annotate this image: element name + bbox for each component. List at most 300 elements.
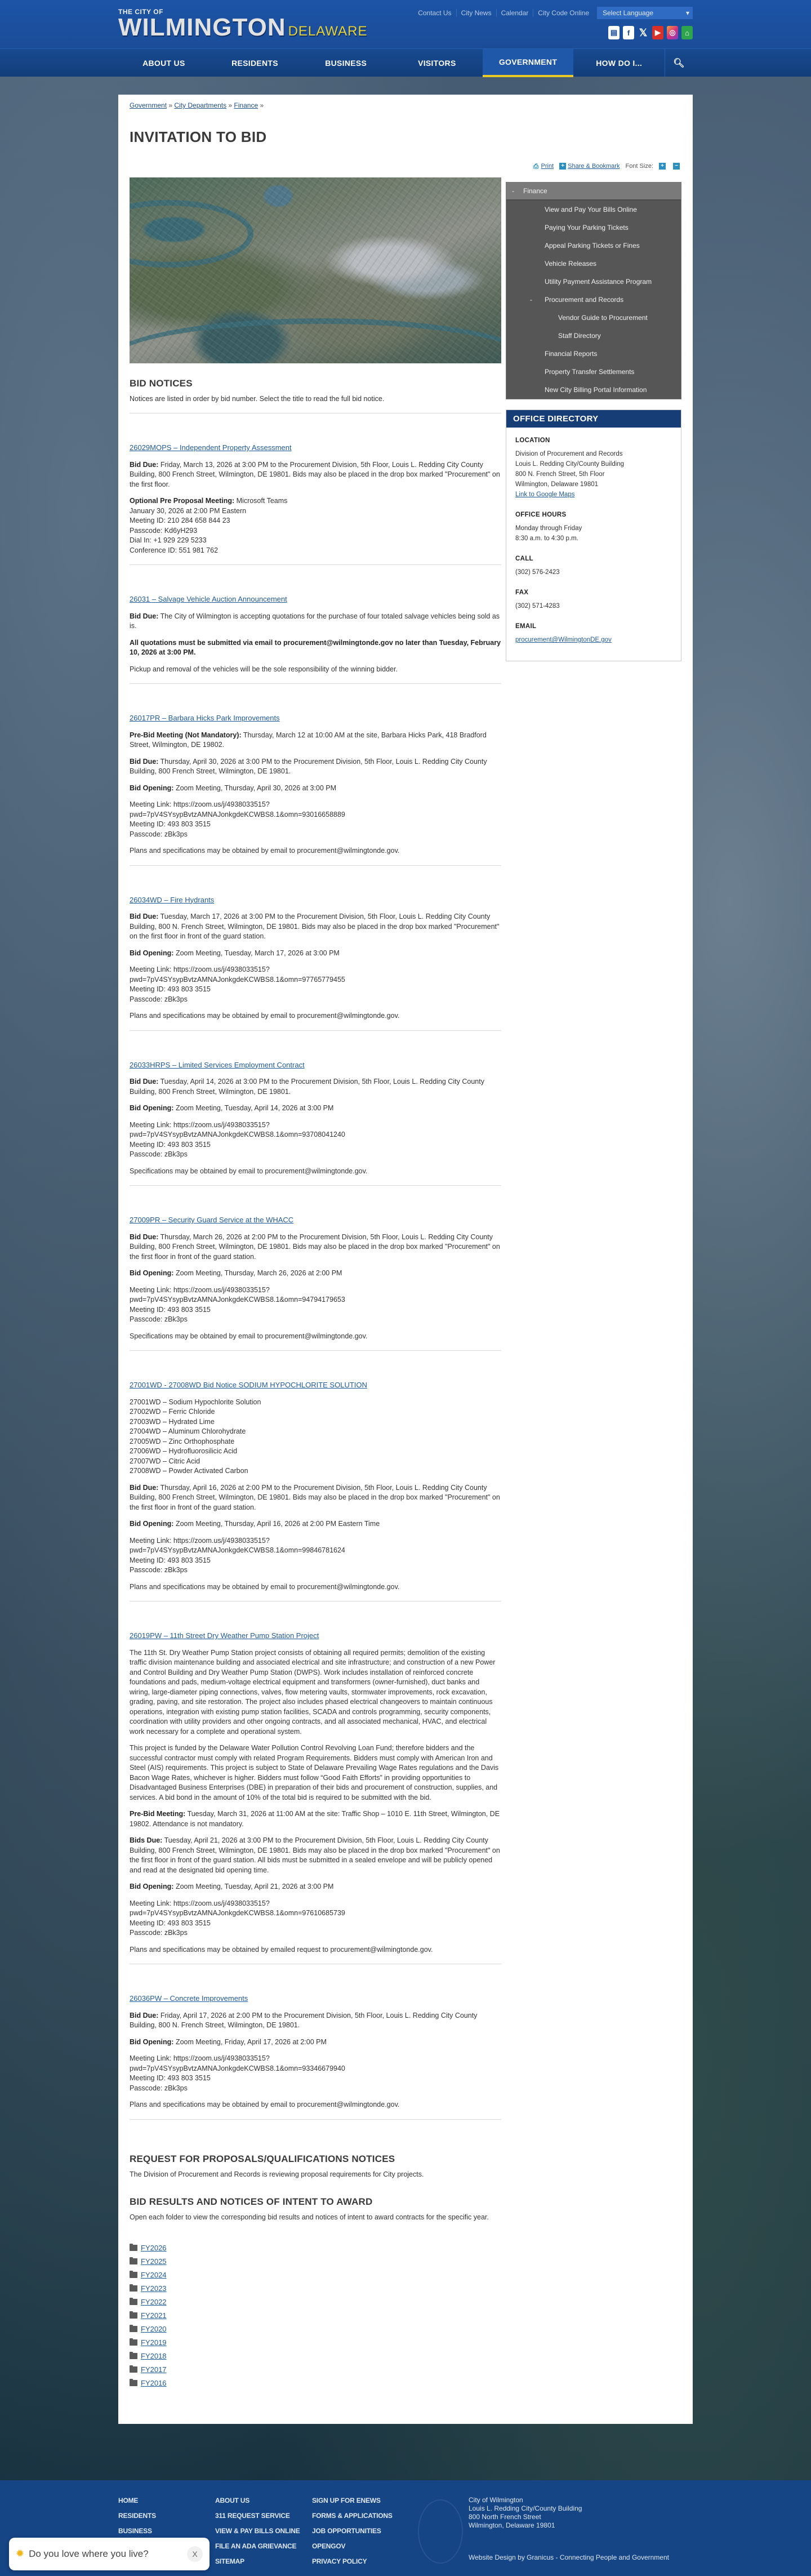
youtube-icon[interactable]: ▶	[652, 26, 663, 39]
page-title: INVITATION TO BID	[130, 128, 267, 145]
bid-notices-heading: BID NOTICES	[130, 378, 193, 389]
sidebar-item-utility-assistance[interactable]: Utility Payment Assistance Program	[545, 278, 652, 286]
folder-link-fy2018[interactable]: FY2018	[141, 2352, 167, 2361]
footer-sitemap[interactable]: SITEMAP	[215, 2557, 244, 2565]
pre-bid-meeting	[130, 1809, 501, 1829]
divider	[130, 2119, 501, 2120]
list-item: 27007WD – Citric Acid	[130, 1457, 200, 1465]
footer-address-line: Louis L. Redding City/County Building	[469, 2504, 582, 2512]
bid-opening	[130, 1882, 501, 1892]
meeting-info	[130, 1899, 501, 1938]
bid-footer: Specifications may be obtained by email to procurement@wilmingtonde.gov.	[130, 1167, 368, 1175]
hours-line: 8:30 a.m. to 4:30 p.m.	[515, 535, 578, 542]
folder-icon	[130, 2299, 137, 2305]
opening-label: Bid Opening:	[130, 2037, 174, 2046]
office-call	[515, 554, 672, 577]
main-column	[130, 177, 501, 2390]
rfp-text: The Division of Procurement and Records is reviewing proposal requirements for City projects.	[130, 2170, 424, 2178]
bid-notice	[130, 878, 501, 1031]
office-location	[515, 435, 672, 500]
meeting-line: Passcode: zBk3ps	[130, 830, 188, 838]
bid-due-label: Bid Due:	[130, 460, 159, 469]
folder-link-fy2025[interactable]: FY2025	[141, 2257, 167, 2266]
meeting-line: Meeting ID: 493 803 3515	[130, 820, 211, 829]
contact-us-link[interactable]: Contact Us	[413, 9, 456, 17]
folder-item	[130, 2309, 501, 2323]
folder-item	[130, 2377, 501, 2390]
footer-forms[interactable]: FORMS & APPLICATIONS	[312, 2511, 393, 2520]
x-icon[interactable]: 𝕏	[639, 26, 648, 38]
page-tools	[130, 163, 681, 170]
folder-link-fy2023[interactable]: FY2023	[141, 2284, 167, 2293]
bid-notice	[130, 1977, 501, 2120]
footer-view-pay-bills[interactable]: VIEW & PAY BILLS ONLINE	[215, 2526, 300, 2535]
font-size-label: Font Size:	[625, 163, 653, 170]
meeting-line: pwd=7pV4SYsypBvtzAMNAJonkgdeKCWBS8.1&omn=97765779455	[130, 975, 345, 984]
footer-address-line: 800 North French Street	[469, 2512, 541, 2521]
folder-item	[130, 2282, 501, 2295]
opening-label: Bid Opening:	[130, 1269, 174, 1278]
opening-label: Bid Opening:	[130, 1883, 174, 1891]
list-item: 27005WD – Zinc Orthophosphate	[130, 1437, 235, 1445]
meeting-line: Meeting Link: https://zoom.us/j/4938033515?	[130, 2054, 270, 2063]
bid-due-text: Thursday, April 16, 2026 at 2:00 PM to the Procurement Division, 5th Floor, Louis L. Redding City County Building, 800 French Street, Wilmington, DE 19801. Bids may also be placed in the drop box marked "Procurement" on the first floor in front of the guard station.	[130, 1483, 500, 1511]
meeting-text: Microsoft Teams	[236, 497, 288, 505]
bid-title-link[interactable]: 27009PR – Security Guard Service at the WHACC	[130, 1216, 294, 1225]
sidebar-item-view-pay-bills[interactable]: View and Pay Your Bills Online	[545, 206, 637, 214]
instagram-icon[interactable]: ◎	[667, 26, 678, 39]
bid-opening	[130, 2037, 501, 2048]
prebid-label: Pre-Bid Meeting (Not Mandatory):	[130, 731, 242, 739]
footer-residents[interactable]: RESIDENTS	[118, 2511, 156, 2520]
meeting-info	[130, 1120, 501, 1160]
sidebar-item-appeal-tickets[interactable]: Appeal Parking Tickets or Fines	[545, 242, 640, 250]
sidebar-item-parking-tickets[interactable]: Paying Your Parking Tickets	[545, 224, 629, 232]
finance-menu	[506, 182, 681, 399]
opening-text: Zoom Meeting, Tuesday, March 17, 2026 at 3:00 PM	[175, 949, 340, 957]
prebid-text: Tuesday, March 31, 2026 at 11:00 AM at the site: Traffic Shop – 1010 E. 11th Street, Wilmington, DE 19802. Attendance is not mandatory.	[130, 1810, 500, 1828]
folder-item	[130, 2268, 501, 2282]
footer-address-line: Wilmington, Delaware 19801	[469, 2521, 555, 2529]
bid-title-link[interactable]: 27001WD - 27008WD Bid Notice SODIUM HYPOCHLORITE SOLUTION	[130, 1381, 367, 1390]
sidebar-head-label: Finance	[523, 187, 547, 195]
bid-notices-intro: Notices are listed in order by bid number. Select the title to read the full bid notice.	[130, 395, 385, 403]
folder-icon	[130, 2326, 137, 2332]
meeting-line: Meeting ID: 493 803 3515	[130, 1140, 211, 1149]
list-item: 27004WD – Aluminum Chlorohydrate	[130, 1427, 246, 1436]
bid-title-link[interactable]: 26019PW – 11th Street Dry Weather Pump Station Project	[130, 1631, 319, 1640]
breadcrumb-finance[interactable]: Finance	[234, 101, 259, 109]
hours-line: Monday through Friday	[515, 525, 582, 532]
collapse-minus-icon: -	[530, 296, 532, 304]
list-item: 27001WD – Sodium Hypochlorite Solution	[130, 1398, 261, 1406]
dropdown-arrow-icon: ▾	[685, 9, 689, 17]
list-item: 27002WD – Ferric Chloride	[130, 1408, 215, 1416]
bid-footer: Pickup and removal of the vehicles will be the sole responsibility of the winning bidder.	[130, 665, 398, 673]
bid-title-link[interactable]: 26017PR – Barbara Hicks Park Improvements	[130, 714, 280, 723]
folder-link-fy2022[interactable]: FY2022	[141, 2298, 167, 2307]
meeting-line: Meeting Link: https://zoom.us/j/4938033515?	[130, 1536, 270, 1545]
bid-results-section	[130, 2196, 501, 2390]
sidebar-item-label: Procurement and Records	[545, 296, 624, 304]
bid-due	[130, 612, 501, 631]
opening-text: Zoom Meeting, Tuesday, April 14, 2026 at 3:00 PM	[175, 1104, 334, 1113]
bid-due-text: Friday, March 13, 2026 at 3:00 PM to the Procurement Division, 5th Floor, Louis L. Redding City County Building, 800 French Street, Wilmington, DE 19801. Bids may also be placed in the drop box marked "Procurement" on the first floor.	[130, 460, 500, 488]
logo-wilmington: WILMINGTON	[118, 14, 286, 41]
office-directory	[506, 410, 681, 661]
meeting-line: Passcode: zBk3ps	[130, 1566, 188, 1574]
list-item: 27003WD – Hydrated Lime	[130, 1417, 215, 1426]
email-label: EMAIL	[515, 623, 537, 630]
footer-home[interactable]: HOME	[118, 2496, 139, 2504]
meeting-line: Conference ID: 551 981 762	[130, 546, 219, 554]
address-line: 800 N. French Street, 5th Floor	[515, 471, 605, 478]
sun-icon: ✹	[16, 2548, 25, 2560]
city-news-link[interactable]: City News	[457, 9, 497, 17]
bid-due	[130, 1483, 501, 1513]
location-label: LOCATION	[515, 437, 550, 444]
sidebar-item-vehicle-releases[interactable]: Vehicle Releases	[545, 260, 597, 268]
survey-text: Do you love where you live?	[29, 2548, 149, 2559]
footer-col-1	[118, 2496, 156, 2535]
logo-city-name	[118, 16, 368, 43]
bid-due-text: Tuesday, April 21, 2026 at 3:00 PM to the Procurement Division, 5th Floor, Louis L. Redding City County Building, 800 French Street, Wilmington, DE 19801. Bids may also be placed in the drop box marked "Procurement" on the first floor in front of the guard station. All bids must be submitted in a sealed envelope and will be publicly opened and read at the designated bid opening time.	[130, 1836, 500, 1874]
folder-link-fy2020[interactable]: FY2020	[141, 2325, 167, 2334]
close-icon[interactable]: X	[187, 2546, 203, 2562]
bid-due-label: Bid Due:	[130, 1078, 159, 1086]
print-icon: ⎙	[533, 162, 539, 171]
bid-due	[130, 1077, 501, 1097]
folder-link-fy2016[interactable]: FY2016	[141, 2379, 167, 2388]
address-line: Division of Procurement and Records	[515, 451, 623, 458]
opening-label: Bid Opening:	[130, 784, 174, 792]
opening-text: Zoom Meeting, Thursday, April 30, 2026 at 3:00 PM	[175, 784, 337, 792]
bid-title-link[interactable]: 26031 – Salvage Vehicle Auction Announcement	[130, 595, 287, 604]
bid-due	[130, 460, 501, 490]
meeting-info	[130, 1285, 501, 1325]
footer-business[interactable]: BUSINESS	[118, 2526, 152, 2535]
bid-due-label: Bid Due:	[130, 612, 159, 620]
meeting-line: Meeting Link: https://zoom.us/j/4938033515?	[130, 966, 270, 974]
bid-due-label: Bid Due:	[130, 913, 159, 921]
bid-notice	[130, 577, 501, 684]
site-footer	[0, 2480, 811, 2576]
meeting-line: Passcode: zBk3ps	[130, 1150, 188, 1159]
opening-label: Bid Opening:	[130, 949, 174, 957]
folder-link-fy2017[interactable]: FY2017	[141, 2365, 167, 2374]
phone-number: (302) 576-2423	[515, 569, 560, 576]
font-increase-icon[interactable]: +	[659, 163, 666, 170]
call-label: CALL	[515, 555, 533, 563]
meeting-line: Meeting Link: https://zoom.us/j/4938033515?	[130, 1899, 270, 1907]
office-fax	[515, 588, 672, 611]
folder-item	[130, 2241, 501, 2255]
breadcrumb-city-departments[interactable]: City Departments	[174, 101, 227, 109]
footer-privacy[interactable]: PRIVACY POLICY	[312, 2557, 367, 2565]
share-bookmark-link[interactable]: Share & Bookmark	[568, 163, 620, 170]
folder-icon	[130, 2285, 137, 2292]
meeting-line: Meeting ID: 493 803 3515	[130, 1305, 211, 1314]
bid-due	[130, 1233, 501, 1262]
bid-notice	[130, 1614, 501, 1964]
nextdoor-icon[interactable]: ⌂	[681, 26, 693, 39]
rfp-heading: REQUEST FOR PROPOSALS/QUALIFICATIONS NOTICES	[130, 2153, 395, 2164]
footer-ada-grievance[interactable]: FILE AN ADA GRIEVANCE	[215, 2542, 297, 2550]
folder-icon	[130, 2339, 137, 2346]
meeting-line: Dial In: +1 929 229 5233	[130, 536, 207, 545]
meeting-line: pwd=7pV4SYsypBvtzAMNAJonkgdeKCWBS8.1&omn=93346679940	[130, 2064, 345, 2072]
opening-label: Bid Opening:	[130, 1104, 174, 1113]
opening-text: Zoom Meeting, Friday, April 17, 2026 at 2:00 PM	[175, 2037, 327, 2046]
bid-opening	[130, 784, 501, 794]
folder-link-fy2026[interactable]: FY2026	[141, 2244, 167, 2253]
site-logo[interactable]	[118, 8, 368, 43]
calendar-link[interactable]: Calendar	[497, 9, 534, 17]
folder-icon	[130, 2380, 137, 2386]
fax-label: FAX	[515, 589, 529, 597]
survey-popup[interactable]	[9, 2538, 210, 2570]
nav-about-us[interactable]: ABOUT US	[142, 59, 185, 68]
bid-title-link[interactable]: 26036PW – Concrete Improvements	[130, 1994, 248, 2003]
meeting-line: Meeting Link: https://zoom.us/j/4938033515?	[130, 1285, 270, 1294]
collapse-minus-icon: -	[512, 187, 514, 195]
meeting-info	[130, 1536, 501, 1576]
divider	[130, 564, 501, 565]
folder-item	[130, 2363, 501, 2377]
breadcrumb: Government » City Departments » Finance »	[130, 101, 264, 109]
divider	[130, 683, 501, 684]
meeting-line: Meeting ID: 210 284 658 844 23	[130, 517, 230, 525]
meeting-line: Passcode: Kd6yH293	[130, 526, 198, 535]
meeting-line: pwd=7pV4SYsypBvtzAMNAJonkgdeKCWBS8.1&omn=94794179653	[130, 1296, 345, 1304]
bid-due-label: Bids Due:	[130, 1836, 163, 1845]
bold-notice-text: All quotations must be submitted via email to procurement@wilmingtonde.gov no later than Tuesday, February 10, 2026 at 3:00 PM.	[130, 638, 501, 657]
bid-due	[130, 757, 501, 777]
nav-how-do-i[interactable]: HOW DO I...	[596, 59, 643, 68]
chemical-list	[130, 1398, 501, 1476]
footer-address	[469, 2496, 582, 2530]
page-content	[118, 95, 693, 2424]
meeting-line: pwd=7pV4SYsypBvtzAMNAJonkgdeKCWBS8.1&omn=97610685739	[130, 1909, 345, 1917]
meeting-line: Passcode: zBk3ps	[130, 995, 188, 1003]
bid-due-label: Bid Due:	[130, 1483, 159, 1492]
print-link[interactable]: Print	[541, 163, 554, 170]
meeting-line: Meeting ID: 493 803 3515	[130, 1556, 211, 1564]
bid-due-label: Bid Due:	[130, 2011, 159, 2019]
bold-notice	[130, 638, 501, 658]
sidebar-item-billing-portal[interactable]: New City Billing Portal Information	[545, 386, 647, 394]
bid-due-text: Tuesday, March 17, 2026 at 3:00 PM to the Procurement Division, 5th Floor, Louis L. Redding City County Building, 800 N. French Street, Wilmington, DE 19801. Bids may also be placed in the drop box marked "Procurement" on the first floor in front of the guard station.	[130, 913, 500, 941]
footer-col-3	[312, 2496, 393, 2566]
city-code-online-link[interactable]: City Code Online	[538, 9, 589, 17]
newsletter-icon[interactable]: ▤	[608, 26, 620, 39]
sidebar-head-finance[interactable]	[506, 183, 681, 201]
bid-footer: Specifications may be obtained by email to procurement@wilmingtonde.gov.	[130, 1332, 368, 1340]
bid-due-text: The City of Wilmington is accepting quotations for the purchase of four totaled salvage vehicles being sold as is.	[130, 612, 500, 630]
footer-address-line: City of Wilmington	[469, 2495, 523, 2504]
footer-credit[interactable]: Website Design by Granicus - Connecting People and Government	[469, 2553, 669, 2561]
address-line: Wilmington, Delaware 19801	[515, 481, 599, 488]
bid-opening	[130, 1269, 501, 1279]
facebook-icon[interactable]: f	[623, 26, 634, 39]
bid-due-text: Tuesday, April 14, 2026 at 3:00 PM to the Procurement Division, 5th Floor, Louis L. Redding City County Building, 800 French Street, Wilmington, DE 19801.	[130, 1078, 484, 1096]
meeting-line: Meeting ID: 493 803 3515	[130, 1919, 211, 1927]
bid-title-link[interactable]: 26034WD – Fire Hydrants	[130, 895, 215, 904]
folder-icon	[130, 2272, 137, 2278]
bid-due-label: Bid Due:	[130, 1233, 159, 1241]
email-link[interactable]: procurement@WilmingtonDE.gov	[515, 637, 612, 644]
search-icon[interactable]: 🔍︎	[665, 49, 693, 77]
opening-text: Zoom Meeting, Thursday, April 16, 2026 at 2:00 PM Eastern Time	[175, 1520, 380, 1528]
bid-footer: Plans and specifications may be obtained by email to procurement@wilmingtonde.gov.	[130, 2101, 400, 2109]
pre-proposal-meeting	[130, 496, 501, 555]
divider	[130, 1350, 501, 1351]
bid-title-link[interactable]: 26033HRPS – Limited Services Employment Contract	[130, 1060, 305, 1069]
bid-notice	[130, 426, 501, 565]
meeting-info	[130, 965, 501, 1004]
meeting-info	[130, 2054, 501, 2093]
meeting-line: pwd=7pV4SYsypBvtzAMNAJonkgdeKCWBS8.1&omn=99846781624	[130, 1546, 345, 1555]
footer-about-us[interactable]: ABOUT US	[215, 2496, 250, 2504]
meeting-line: Passcode: zBk3ps	[130, 1929, 188, 1937]
bid-notice	[130, 1043, 501, 1186]
project-description: The 11th St. Dry Weather Pump Station project consists of obtaining all required permits; demolition of the existing traffic division maintenance building and associated electrical and site infrastructure; and construction of a new Power and Control Building and Dry Weather Pump Station (DWPS). Work includes installation of reinforced concrete foundations and pads, medium-voltage electrical equipment and transformers (owner-furnished), duct banks and wiring, large-diameter piping connections, valves, flow metering vaults, stormwater improvements, rock excavation, grading, paving, and site restoration. The project also includes phased electrical changeovers to maintain continuous operations, integration with existing pump station facilities, SCADA and controls programming, security components, coordination with utility providers and other ongoing contracts, and all associated mechanical, HVAC, and electrical work necessary for a complete and operational system.	[130, 1648, 496, 1736]
bid-due	[130, 1836, 501, 1875]
google-maps-link[interactable]: Link to Google Maps	[515, 491, 575, 499]
meeting-info	[130, 800, 501, 839]
meeting-label: Optional Pre Proposal Meeting:	[130, 497, 235, 505]
results-heading: BID RESULTS AND NOTICES OF INTENT TO AWARD	[130, 2196, 373, 2207]
folder-icon	[130, 2258, 137, 2264]
meeting-line: pwd=7pV4SYsypBvtzAMNAJonkgdeKCWBS8.1&omn=93016658889	[130, 810, 345, 818]
share-plus-icon: +	[559, 163, 566, 170]
meeting-line: Meeting Link: https://zoom.us/j/4938033515?	[130, 800, 270, 809]
office-email	[515, 621, 672, 645]
folder-list	[130, 2241, 501, 2390]
breadcrumb-government[interactable]: Government	[130, 101, 167, 109]
meeting-line: Meeting ID: 493 803 3515	[130, 2074, 211, 2083]
office-directory-heading: OFFICE DIRECTORY	[506, 410, 681, 428]
prebid-label: Pre-Bid Meeting:	[130, 1810, 186, 1818]
logo-small-text: THE CITY OF	[118, 8, 163, 16]
aerial-city-photo	[130, 177, 501, 363]
fax-number: (302) 571-4283	[515, 603, 560, 610]
sidebar-item-procurement-records[interactable]	[506, 291, 681, 309]
city-seal-icon	[418, 2499, 463, 2564]
bid-due-text: Thursday, April 30, 2026 at 3:00 PM to the Procurement Division, 5th Floor, Louis L. Redding City County Building, 800 French Street, Wilmington, DE 19801.	[130, 757, 487, 776]
sidebar-item-property-transfer[interactable]: Property Transfer Settlements	[545, 368, 635, 376]
sidebar-item-staff-directory[interactable]: Staff Directory	[558, 332, 601, 340]
folder-item	[130, 2255, 501, 2268]
pre-bid-meeting	[130, 731, 501, 750]
folder-icon	[130, 2312, 137, 2319]
bid-footer: Plans and specifications may be obtained by emailed request to procurement@wilmingtonde.gov.	[130, 1945, 433, 1954]
logo-state: DELAWARE	[288, 24, 368, 39]
address-line: Louis L. Redding City/County Building	[515, 461, 625, 468]
opening-text: Zoom Meeting, Thursday, March 26, 2026 at 2:00 PM	[175, 1269, 342, 1278]
opening-text: Zoom Meeting, Tuesday, April 21, 2026 at 3:00 PM	[175, 1883, 334, 1891]
bid-opening	[130, 949, 501, 959]
nav-business[interactable]: BUSINESS	[325, 59, 367, 68]
bid-footer: Plans and specifications may be obtained by email to procurement@wilmingtonde.gov.	[130, 1012, 400, 1020]
meeting-line: Passcode: zBk3ps	[130, 2084, 188, 2092]
sidebar	[506, 182, 681, 2390]
hero-river-shape	[130, 200, 253, 268]
bid-due-label: Bid Due:	[130, 757, 159, 766]
footer-enews[interactable]: SIGN UP FOR ENEWS	[312, 2496, 381, 2504]
folder-icon	[130, 2353, 137, 2359]
bid-due	[130, 912, 501, 942]
nav-residents[interactable]: RESIDENTS	[231, 59, 278, 68]
divider	[130, 865, 501, 866]
folder-link-fy2024[interactable]: FY2024	[141, 2271, 167, 2280]
opening-label: Bid Opening:	[130, 1520, 174, 1528]
sidebar-item-vendor-guide[interactable]: Vendor Guide to Procurement	[558, 314, 648, 322]
font-decrease-icon[interactable]: −	[673, 163, 680, 170]
meeting-line: pwd=7pV4SYsypBvtzAMNAJonkgdeKCWBS8.1&omn=93708041240	[130, 1131, 345, 1139]
footer-opengov[interactable]: OPENGOV	[312, 2542, 346, 2550]
bid-notice	[130, 696, 501, 866]
meeting-line: January 30, 2026 at 2:00 PM Eastern	[130, 506, 247, 515]
list-item: 27008WD – Powder Activated Carbon	[130, 1467, 248, 1475]
social-links	[608, 26, 693, 39]
meeting-line: Meeting ID: 493 803 3515	[130, 985, 211, 994]
language-select-value: Select Language	[603, 9, 654, 17]
site-header	[0, 0, 811, 48]
bid-footer: Plans and specifications may be obtained by email to procurement@wilmingtonde.gov.	[130, 847, 400, 855]
bid-due-text: Thursday, March 26, 2026 at 2:00 PM to the Procurement Division, 5th Floor, Louis L. Redding City County Building, 800 French Street, Wilmington, DE 19801. Bids may also be placed in the drop box marked "Procurement" on the first floor in front of the guard station.	[130, 1233, 500, 1261]
project-funding: This project is funded by the Delaware Water Pollution Control Revolving Loan Fund; therefore bidders and the successful contractor must comply with related Program Requirements. Bidders must comply with American Iron and Steel (AIS) requirements. This project is subject to State of Delaware Prevailing Wage Rates regulations and the Davis Bacon Wage Rates, whichever is higher. Bidders must follow “Good Faith Efforts” in providing opportunities to Disadvantaged Business Enterprises (DBE) in preparation of their bids and procurement of construction, supplies, and services. A bid bond in the amount of 10% of the total bid is required to be submitted with the bid.	[130, 1744, 499, 1801]
results-text: Open each folder to view the corresponding bid results and notices of intent to award contracts for the specific year.	[130, 2213, 489, 2221]
list-item: 27006WD – Hydrofluorosilicic Acid	[130, 1447, 238, 1456]
bid-notice	[130, 1363, 501, 1601]
nav-visitors[interactable]: VISITORS	[418, 59, 456, 68]
meeting-line: Passcode: zBk3ps	[130, 1315, 188, 1324]
folder-item	[130, 2336, 501, 2350]
office-hours	[515, 510, 672, 544]
bid-notice	[130, 1198, 501, 1351]
utility-links	[413, 7, 693, 19]
folder-link-fy2021[interactable]: FY2021	[141, 2311, 167, 2320]
folder-link-fy2019[interactable]: FY2019	[141, 2338, 167, 2347]
footer-311-request[interactable]: 311 REQUEST SERVICE	[215, 2511, 290, 2520]
folder-item	[130, 2350, 501, 2363]
hours-label: OFFICE HOURS	[515, 511, 567, 519]
bid-title-link[interactable]: 26029MOPS – Independent Property Assessment	[130, 443, 292, 452]
divider	[130, 1030, 501, 1031]
folder-icon	[130, 2366, 137, 2373]
footer-col-2	[215, 2496, 300, 2566]
divider	[130, 1185, 501, 1186]
bid-opening	[130, 1104, 501, 1114]
folder-item	[130, 2323, 501, 2336]
bid-due-text: Friday, April 17, 2026 at 2:00 PM to the Procurement Division, 5th Floor, Louis L. Redding City County Building, 800 N. French Street, Wilmington, DE 19801.	[130, 2011, 478, 2030]
bid-opening	[130, 1519, 501, 1529]
sidebar-item-financial-reports[interactable]: Financial Reports	[545, 350, 598, 358]
hero-river-shape-2	[130, 318, 501, 363]
rfp-section	[130, 2154, 501, 2179]
folder-icon	[130, 2245, 137, 2251]
nav-government[interactable]: GOVERNMENT	[483, 49, 574, 77]
footer-jobs[interactable]: JOB OPPORTUNITIES	[312, 2526, 381, 2535]
prebid-text: Thursday, March 12 at 10:00 AM at the site, Barbara Hicks Park, 418 Bradford Street, Wilmington, DE 19802.	[130, 731, 487, 749]
meeting-line: Meeting Link: https://zoom.us/j/4938033515?	[130, 1120, 270, 1129]
main-nav	[0, 48, 811, 77]
bid-due	[130, 2011, 501, 2031]
folder-item	[130, 2295, 501, 2309]
bid-footer: Plans and specifications may be obtained by email to procurement@wilmingtonde.gov.	[130, 1582, 400, 1591]
language-select[interactable]	[597, 7, 693, 19]
